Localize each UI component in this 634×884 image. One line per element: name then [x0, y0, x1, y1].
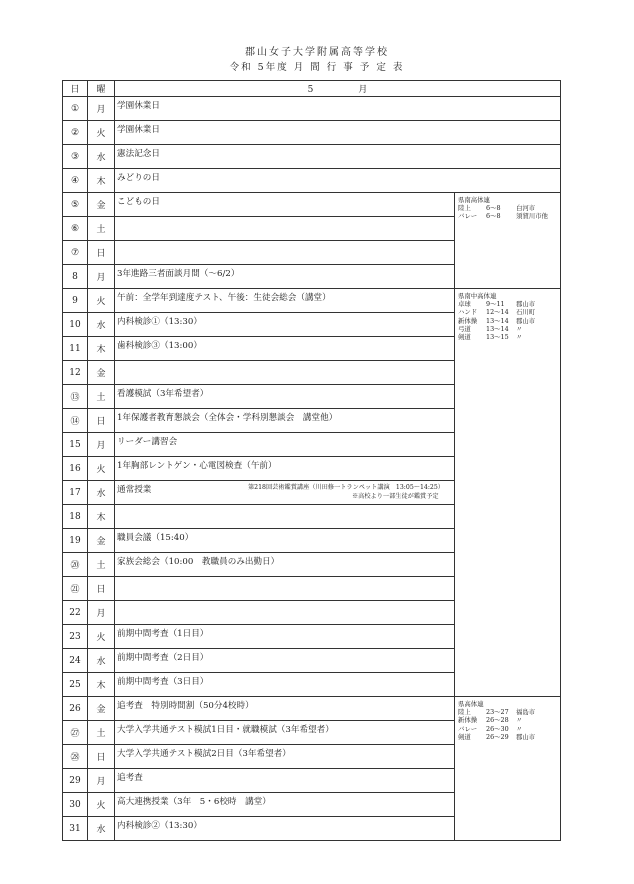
sports-note-place: 〃: [516, 716, 523, 725]
sports-note-block3: [455, 697, 561, 841]
sports-note-date: 6～8: [486, 204, 501, 213]
weekday: 木: [88, 505, 115, 529]
sports-note-place: 須賀川市他: [516, 212, 548, 221]
event-text: 通常授業: [117, 485, 152, 495]
sports-note-title: 県高体連: [458, 700, 484, 708]
school-name: 郡山女子大学附属高等学校: [245, 47, 389, 58]
event-cell: 前期中間考査（2日目）: [115, 649, 455, 673]
day-number: ④: [63, 169, 88, 193]
event-subnote: 第218回芸術鑑賞講座（川田修一トランペット講演 13:05～14:25）: [248, 484, 444, 491]
sports-note-date: 13～14: [486, 324, 509, 333]
weekday: 月: [88, 97, 115, 121]
day-number: 22: [63, 601, 88, 625]
event-cell: 前期中間考査（3日目）: [115, 673, 455, 697]
sports-note-line: [458, 725, 558, 733]
weekday: 金: [88, 697, 115, 721]
day-number: 15: [63, 433, 88, 457]
sports-note-name: 新体操: [458, 716, 478, 725]
day-number: ㉑: [63, 577, 88, 601]
sports-note-place: 郡山市: [516, 316, 536, 325]
event-cell: 追考査 特別時間割（50分4校時）: [115, 697, 455, 721]
weekday: 日: [88, 577, 115, 601]
sports-note-line: [458, 308, 558, 316]
table-row: [63, 193, 561, 217]
weekday: 水: [88, 481, 115, 505]
sports-note-block2: [455, 289, 561, 697]
day-number: 29: [63, 769, 88, 793]
weekday: 金: [88, 193, 115, 217]
weekday: 水: [88, 817, 115, 841]
weekday: 月: [88, 601, 115, 625]
sports-note-line: [458, 325, 558, 333]
sports-note-name: 剣道: [458, 732, 471, 741]
weekday: 日: [88, 409, 115, 433]
event-cell: 憲法記念日: [115, 145, 561, 169]
event-cell: [115, 361, 455, 385]
sports-note-name: 新体操: [458, 316, 478, 325]
weekday: 土: [88, 217, 115, 241]
schedule-table: [62, 80, 561, 841]
day-number: ⑥: [63, 217, 88, 241]
table-row: [63, 289, 561, 313]
weekday: 土: [88, 385, 115, 409]
event-cell: 追考査: [115, 769, 455, 793]
event-cell: 学園休業日: [115, 121, 561, 145]
sports-note-date: 9～11: [486, 300, 505, 309]
weekday: 土: [88, 553, 115, 577]
sports-note-place: 白河市: [516, 204, 536, 213]
day-number: 16: [63, 457, 88, 481]
sports-note-name: 弓道: [458, 324, 471, 333]
day-number: ①: [63, 97, 88, 121]
weekday: 日: [88, 241, 115, 265]
day-number: 19: [63, 529, 88, 553]
sports-note-line: [458, 300, 558, 308]
day-number: ㉗: [63, 721, 88, 745]
weekday: 水: [88, 649, 115, 673]
header-day: 日: [63, 81, 88, 97]
event-cell: [115, 217, 455, 241]
weekday: 水: [88, 145, 115, 169]
sports-note-title: 県南中高体連: [458, 292, 497, 300]
event-cell: 歯科検診③（13:00）: [115, 337, 455, 361]
day-number: 30: [63, 793, 88, 817]
event-cell: 家族会総会（10:00 教職員のみ出勤日）: [115, 553, 455, 577]
event-cell: 職員会議（15:40）: [115, 529, 455, 553]
sports-note-name: バレー: [458, 724, 478, 733]
weekday: 日: [88, 745, 115, 769]
sports-note-title: 県南高体連: [458, 196, 490, 204]
sports-note-name: ハンド: [458, 308, 478, 317]
weekday: 木: [88, 673, 115, 697]
event-cell: [115, 241, 455, 265]
day-number: 25: [63, 673, 88, 697]
sports-note-date: 13～15: [486, 333, 509, 342]
event-cell: 3年進路三者面談月間（～6/2）: [115, 265, 455, 289]
sports-note-line: [458, 716, 558, 724]
sports-note-date: 26～28: [486, 716, 509, 725]
day-number: 31: [63, 817, 88, 841]
table-row: [63, 145, 561, 169]
event-cell: 学園休業日: [115, 97, 561, 121]
weekday: 火: [88, 793, 115, 817]
day-number: ㉘: [63, 745, 88, 769]
event-cell: 1年胸部レントゲン・心電図検査（午前）: [115, 457, 455, 481]
sports-note-line: [458, 212, 558, 220]
day-number: 23: [63, 625, 88, 649]
day-number: 9: [63, 289, 88, 313]
day-number: 12: [63, 361, 88, 385]
day-number: ⑤: [63, 193, 88, 217]
day-number: 24: [63, 649, 88, 673]
event-cell: 看護模試（3年希望者）: [115, 385, 455, 409]
sports-note-line: [458, 333, 558, 341]
day-number: ⑳: [63, 553, 88, 577]
sports-note-place: 〃: [516, 333, 523, 342]
day-number: 11: [63, 337, 88, 361]
sports-note-line: [458, 317, 558, 325]
sports-note-place: 〃: [516, 324, 523, 333]
event-cell: 内科検診①（13:30）: [115, 313, 455, 337]
event-cell: みどりの日: [115, 169, 561, 193]
day-number: 10: [63, 313, 88, 337]
event-subnote: ※高校より一部生徒が鑑賞予定: [352, 493, 439, 500]
sports-note-place: 郡山市: [516, 300, 536, 309]
weekday: 火: [88, 457, 115, 481]
sports-note-name: バレー: [458, 212, 478, 221]
table-row: [63, 121, 561, 145]
weekday: 火: [88, 121, 115, 145]
event-cell: 大学入学共通テスト模試1日目・就職模試（3年希望者）: [115, 721, 455, 745]
day-number: 26: [63, 697, 88, 721]
weekday: 木: [88, 169, 115, 193]
weekday: 月: [88, 265, 115, 289]
event-cell: [115, 577, 455, 601]
sports-note-date: 12～14: [486, 308, 509, 317]
sports-note-place: 石川町: [516, 308, 536, 317]
event-cell: 大学入学共通テスト模試2日目（3年希望者）: [115, 745, 455, 769]
day-number: 18: [63, 505, 88, 529]
event-cell: 午前：全学年到達度テスト、午後：生徒会総会（講堂）: [115, 289, 455, 313]
day-number: ⑬: [63, 385, 88, 409]
event-cell: こどもの日: [115, 193, 455, 217]
weekday: 月: [88, 769, 115, 793]
weekday: 水: [88, 313, 115, 337]
sports-note-date: 26～29: [486, 732, 509, 741]
event-cell: 内科検診②（13:30）: [115, 817, 455, 841]
sports-note-date: 26～30: [486, 724, 509, 733]
sports-note-name: 陸上: [458, 204, 471, 213]
sports-note-name: 陸上: [458, 708, 471, 717]
weekday: 金: [88, 361, 115, 385]
event-cell: [115, 505, 455, 529]
day-number: 8: [63, 265, 88, 289]
event-cell: リーダー講習会: [115, 433, 455, 457]
sports-note-place: 福島市: [516, 708, 536, 717]
event-cell: 前期中間考査（1日目）: [115, 625, 455, 649]
event-cell: [115, 481, 455, 505]
sports-note-place: 〃: [516, 724, 523, 733]
sports-note-name: 卓球: [458, 300, 471, 309]
weekday: 金: [88, 529, 115, 553]
sports-note-block1: [455, 193, 561, 289]
weekday: 月: [88, 433, 115, 457]
table-row: [63, 97, 561, 121]
day-number: ⑦: [63, 241, 88, 265]
sports-note-date: 23～27: [486, 708, 509, 717]
table-row: [63, 169, 561, 193]
weekday: 火: [88, 625, 115, 649]
event-cell: 高大連携授業（3年 5・6校時 講堂）: [115, 793, 455, 817]
day-number: ②: [63, 121, 88, 145]
weekday: 木: [88, 337, 115, 361]
event-cell: [115, 601, 455, 625]
header-weekday: 曜: [88, 81, 115, 97]
weekday: 土: [88, 721, 115, 745]
day-number: ③: [63, 145, 88, 169]
sports-note-name: 剣道: [458, 333, 471, 342]
sports-note-line: [458, 733, 558, 741]
sports-note-date: 13～14: [486, 316, 509, 325]
table-row: [63, 697, 561, 721]
sports-note-place: 郡山市: [516, 732, 536, 741]
sports-note-date: 6～8: [486, 212, 501, 221]
header-month: 5 月: [115, 81, 561, 97]
page-title: 令和 5年度 月 間 行 事 予 定 表: [229, 62, 405, 73]
weekday: 火: [88, 289, 115, 313]
event-cell: 1年保護者教育懇談会（全体会・学科別懇談会 講堂他）: [115, 409, 455, 433]
day-number: 17: [63, 481, 88, 505]
day-number: ⑭: [63, 409, 88, 433]
